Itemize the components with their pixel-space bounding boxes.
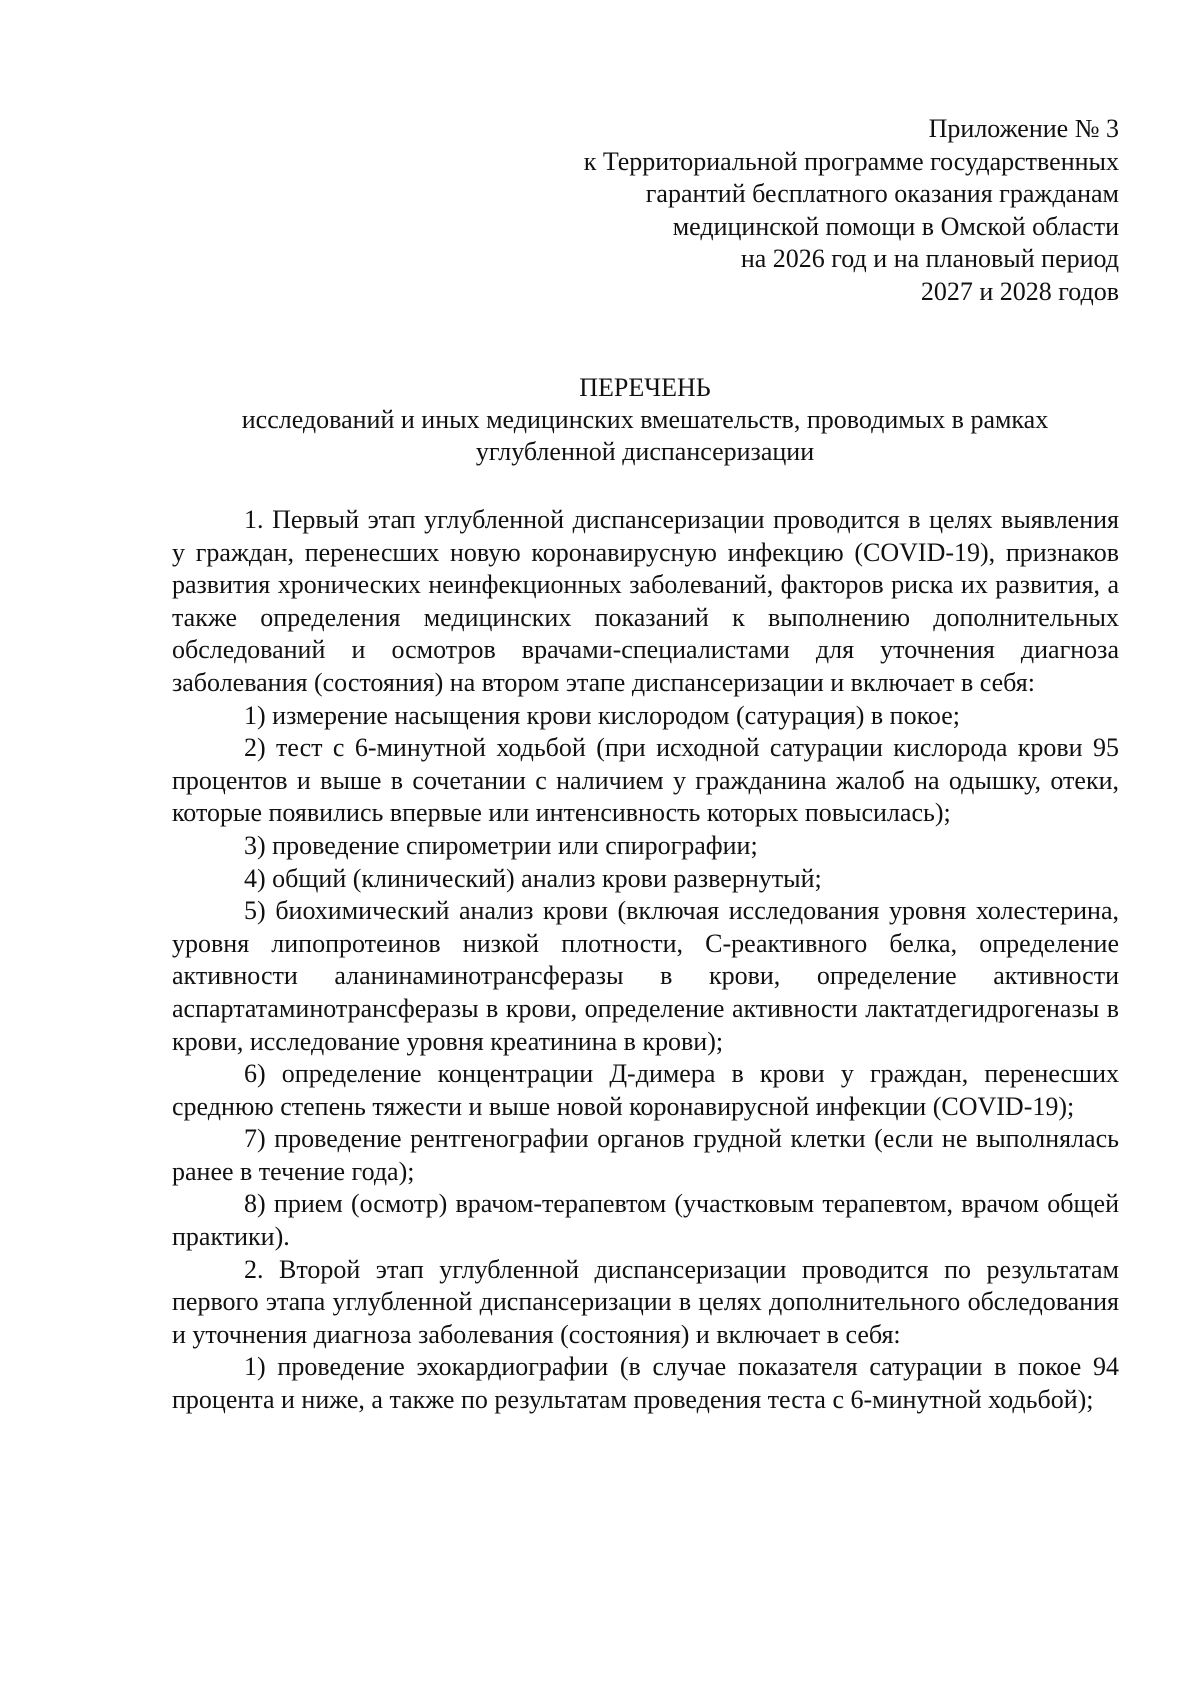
paragraph-item: 5) биохимический анализ крови (включая исследования уровня холестерина, уровня липопротеинов низкой плотности, С-реактивного белка, определение активности аланинаминотрансферазы в крови, определение активности аспартатаминотрансферазы в крови, определение активности лактатдегидрогеназы в крови, исследование уровня креатинина в крови); bbox=[172, 896, 1119, 1056]
header-line: к Территориальной программе государственных bbox=[583, 146, 1119, 176]
document-subtitle-line: углубленной диспансеризации bbox=[475, 437, 815, 466]
appendix-header bbox=[419, 113, 1119, 309]
paragraph-item: 1) проведение эхокардиографии (в случае показателя сатурации в покое 94 процента и ниже, а также по результатам проведения теста с 6-минутной ходьбой); bbox=[172, 1352, 1119, 1415]
paragraph-item: 3) проведение спирометрии или спирографии; bbox=[244, 830, 758, 860]
header-line: медицинской помощи в Омской области bbox=[672, 211, 1119, 241]
paragraph-stage1-intro: 1. Первый этап углубленной диспансеризации проводится в целях выявления у граждан, перенесших новую коронавирусную инфекцию (COVID-19), признаков развития хронических неинфекционных заболеваний, факторов риска их развития, а также определения медицинских показаний к выполнению дополнительных обследований и осмотров врачами-специалистами для уточнения диагноза заболевания (состояния) на втором этапе диспансеризации и включает в себя: bbox=[172, 505, 1119, 697]
document-title-block bbox=[170, 372, 1120, 468]
paragraph-item: 1) измерение насыщения крови кислородом (сатурация) в покое; bbox=[244, 700, 960, 730]
header-line: на 2026 год и на плановый период bbox=[740, 244, 1119, 274]
paragraph-item: 6) определение концентрации Д-димера в крови у граждан, перенесших среднюю степень тяжести и выше новой коронавирусной инфекции (COVID-19); bbox=[172, 1059, 1119, 1121]
header-line: гарантий бесплатного оказания гражданам bbox=[645, 179, 1119, 209]
document-subtitle-line: исследований и иных медицинских вмешательств, проводимых в рамках bbox=[241, 405, 1049, 434]
document-title: ПЕРЕЧЕНЬ bbox=[579, 373, 711, 402]
paragraph-item: 2) тест с 6-минутной ходьбой (при исходной сатурации кислорода крови 95 процентов и выше в сочетании с наличием у гражданина жалоб на одышку, отеки, которые появились впервые или интенсивность которых повысилась); bbox=[172, 733, 1119, 828]
paragraph-item: 8) прием (осмотр) врачом-терапевтом (участковым терапевтом, врачом общей практики). bbox=[172, 1189, 1119, 1252]
paragraph-stage2-intro: 2. Второй этап углубленной диспансеризации проводится по результатам первого этапа углубленной диспансеризации в целях дополнительного обследования и уточнения диагноза заболевания (состояния) и включает в себя: bbox=[172, 1254, 1119, 1349]
paragraph-item: 4) общий (клинический) анализ крови развернутый; bbox=[244, 863, 822, 893]
header-line: 2027 и 2028 годов bbox=[920, 276, 1119, 306]
paragraph-item: 7) проведение рентгенографии органов грудной клетки (если не выполнялась ранее в течение года); bbox=[172, 1124, 1119, 1186]
header-line: Приложение № 3 bbox=[928, 114, 1119, 143]
document-body bbox=[172, 504, 1119, 1417]
